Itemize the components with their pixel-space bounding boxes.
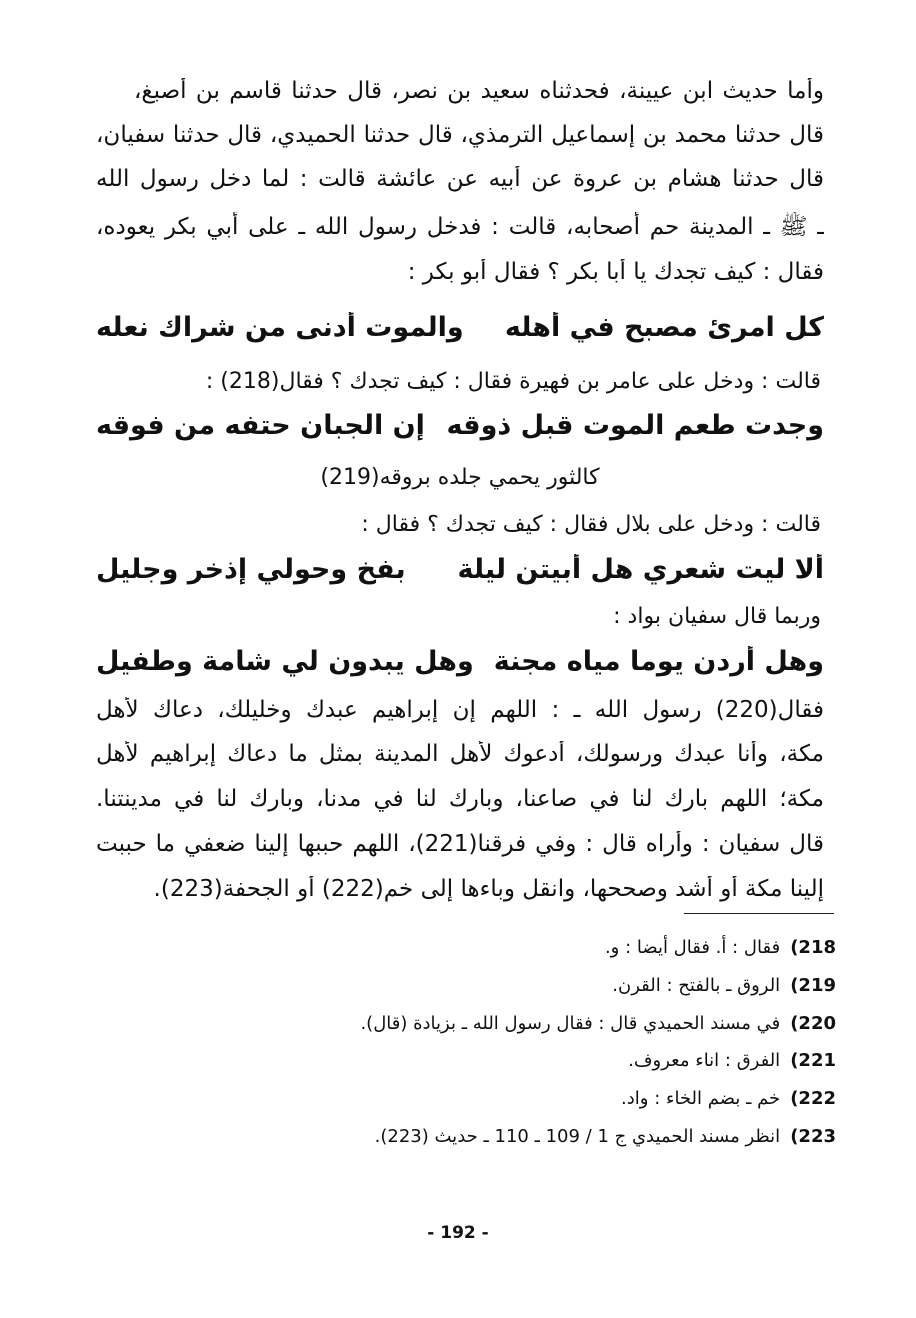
- footnote-separator: [684, 913, 834, 914]
- verse-hemistich-second: بفخ وحولي إذخر وجليل: [96, 554, 406, 585]
- verse-hemistich-first: كل امرئ مصبح في أهله: [504, 312, 824, 343]
- verse-hemistich-second: والموت أدنى من شراك نعله: [96, 312, 464, 343]
- footnote-number: 221): [790, 1050, 836, 1071]
- footnote: [236, 1013, 836, 1034]
- verse-1: [96, 312, 824, 343]
- narration-line: قالت : ودخل على بلال فقال : كيف تجدك ؟ فقال :: [361, 512, 821, 537]
- footnote-text: الروق ـ بالفتح : القرن.: [612, 975, 781, 996]
- footnote-number: 218): [790, 937, 836, 958]
- verse-hemistich-first: ألا ليت شعري هل أبيتن ليلة: [457, 554, 824, 585]
- verse-2: [96, 410, 824, 441]
- footnote-text: انظر مسند الحميدي ج 1 / 109 ـ 110 ـ حديث (223).: [374, 1126, 781, 1147]
- verse-5: [96, 646, 824, 677]
- narration-line: قالت : ودخل على عامر بن فهيرة فقال : كيف تجدك ؟ فقال(218) :: [205, 369, 821, 394]
- paragraph-line: فقال(220) رسول الله ـ : اللهم إن إبراهيم عبدك وخليلك، دعاك لأهل: [96, 697, 824, 723]
- footnote-text: الفرق : اناء معروف.: [628, 1050, 781, 1071]
- verse-3: كالثور يحمي جلده بروقه(219): [320, 465, 600, 490]
- footnote-number: 220): [790, 1013, 836, 1034]
- paragraph-line: إلينا مكة أو أشد وصححها، وانقل وباءها إلى خم(222) أو الجحفة(223).: [153, 876, 824, 902]
- verse-hemistich-second: وهل يبدون لي شامة وطفيل: [96, 646, 474, 677]
- verse-hemistich-first: وهل أردن يوما مياه مجنة: [493, 646, 824, 677]
- footnote-number: 223): [790, 1126, 836, 1147]
- footnote: [236, 1088, 836, 1109]
- footnote: [236, 975, 836, 996]
- footnote-text: فقال : أ. فقال أيضا : و.: [604, 937, 781, 958]
- verse-hemistich-second: إن الجبان حتفه من فوقه: [96, 410, 425, 441]
- footnote: [236, 937, 836, 958]
- footnote: [236, 1126, 836, 1147]
- verse-4: [96, 554, 824, 585]
- paragraph-line: قال حدثنا هشام بن عروة عن أبيه عن عائشة قالت : لما دخل رسول الله: [96, 166, 824, 192]
- verse-hemistich-first: وجدت طعم الموت قبل ذوقه: [446, 410, 824, 441]
- footnote-text: خم ـ بضم الخاء : واد.: [621, 1088, 781, 1109]
- footnote-text: في مسند الحميدي قال : فقال رسول الله ـ بزيادة (قال).: [360, 1013, 781, 1034]
- paragraph-line: فقال : كيف تجدك يا أبا بكر ؟ فقال أبو بكر :: [407, 259, 824, 285]
- page-number: - 192 -: [427, 1223, 489, 1243]
- paragraph-line: مكة؛ اللهم بارك لنا في صاعنا، وبارك لنا في مدنا، وبارك لنا في مدينتنا.: [96, 786, 824, 812]
- paragraph-line: وأما حديث ابن عيينة، فحدثناه سعيد بن نصر، قال حدثنا قاسم بن أصبغ،: [134, 78, 824, 104]
- paragraph-line: مكة، وأنا عبدك ورسولك، أدعوك لأهل المدينة بمثل ما دعاك إبراهيم لأهل: [96, 741, 824, 767]
- paragraph-line: قال سفيان : وأراه قال : وفي فرقنا(221)، اللهم حببها إلينا ضعفي ما حببت: [96, 831, 824, 857]
- paragraph-line: ـ ﷺ ـ المدينة حم أصحابه، قالت : فدخل رسول الله ـ على أبي بكر يعوده،: [96, 214, 824, 240]
- paragraph-line: قال حدثنا محمد بن إسماعيل الترمذي، قال حدثنا الحميدي، قال حدثنا سفيان،: [96, 122, 824, 148]
- footnote-number: 222): [790, 1088, 836, 1109]
- narration-line: وربما قال سفيان بواد :: [613, 604, 821, 629]
- footnote: [236, 1050, 836, 1071]
- footnote-number: 219): [790, 975, 836, 996]
